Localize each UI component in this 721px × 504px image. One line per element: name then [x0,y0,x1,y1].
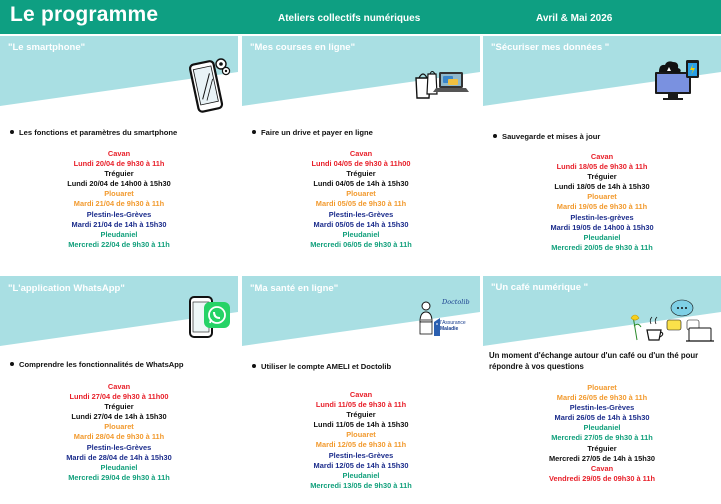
card-title: "L'application WhatsApp" [8,283,125,294]
card-bullet-text: Sauvegarde et mises à jour [502,132,601,141]
card-title: "Le smartphone" [8,42,86,53]
schedule-line: Plouaret [587,383,617,392]
schedule-line: Mercredi 22/04 de 9h30 à 11h [68,239,170,249]
schedule-line: Pleudaniel [342,229,380,239]
card-courses-en-ligne [242,36,480,264]
card-securiser-donnees [483,36,721,264]
schedule-line: Plouaret [587,192,617,202]
card-bullet-text: Comprendre les fonctionnalités de WhatsApp [19,360,184,369]
schedule-line: Lundi 11/05 de 14h à 15h30 [313,420,409,430]
schedule-line: Plestin-les-Grèves [328,209,394,219]
schedule-line: Cavan [349,390,373,399]
card-bullet [493,132,600,141]
schedule-line: Cavan [590,152,614,161]
schedule-line: Plouaret [104,422,134,432]
schedule-line: Mardi 12/05 de 14h à 15h30 [313,460,409,470]
schedule-line: Mercredi 06/05 de 9h30 à 11h [310,239,412,249]
card-bullet-text: Les fonctions et paramètres du smartphone [19,128,178,137]
schedule-line: Pleudaniel [100,229,138,239]
bullet-dot [10,130,14,134]
schedule-line: Mercredi 29/04 de 9h30 à 11h [68,472,170,482]
schedule-line: Lundi 18/05 de 14h à 15h30 [554,182,650,192]
card-schedule [0,382,238,483]
ameli-doctolib-icon [418,298,474,338]
schedule-line: Mardi 19/05 de 14h00 à 15h30 [550,222,654,232]
schedule-line: Tréguier [587,172,617,182]
card-schedule [242,390,480,491]
schedule-line: Tréguier [104,402,134,412]
card-schedule [242,149,480,250]
schedule-line: Mardi de 28/04 de 14h à 15h30 [66,452,172,462]
card-title: "Sécuriser mes données " [491,42,610,53]
schedule-line: Mardi 05/05 de 9h30 à 11h [315,199,407,209]
schedule-line: Cavan [590,463,614,473]
schedule-line: Plestin-les-Grèves [86,209,152,219]
schedule-line: Lundi 04/05 de 14h à 15h30 [313,179,409,189]
schedule-line: Plouaret [346,189,376,199]
card-bullet [10,360,184,369]
maladie-logo-text: Maladie [440,326,459,332]
schedule-line: Lundi 04/05 de 9h30 à 11h00 [311,159,411,169]
header-banner [0,0,721,34]
bullet-dot [252,364,256,368]
schedule-line: Cavan [349,149,373,158]
card-cafe-numerique [483,276,721,504]
schedule-line: Pleudaniel [342,470,380,480]
schedule-line: Plouaret [346,430,376,440]
page-subtitle: Ateliers collectifs numériques [278,13,421,24]
schedule-line: Plestin-les-Grèves [328,450,394,460]
card-bullet [252,362,391,371]
schedule-line: Lundi 27/04 de 9h30 à 11h00 [69,392,169,402]
card-title: "Un café numérique " [491,282,589,293]
cloud-security-icon [653,58,703,107]
schedule-line: Mardi 28/04 de 9h30 à 11h [73,432,165,442]
schedule-line: Tréguier [104,169,134,179]
schedule-line: Mardi 12/05 de 9h30 à 11h [315,440,407,450]
schedule-line: Plestin-les-Grèves [569,403,635,413]
card-schedule [483,383,721,484]
card-smartphone [0,36,238,264]
doctolib-logo-text: Doctolib [442,298,470,306]
smartphone-settings-icon [188,54,232,121]
schedule-line: Plestin-les-Grèves [86,442,152,452]
schedule-line: Cavan [107,149,131,158]
card-title: "Ma santé en ligne" [250,283,339,294]
schedule-line: Tréguier [346,169,376,179]
schedule-line: Pleudaniel [100,462,138,472]
card-title: "Mes courses en ligne" [250,42,356,53]
card-bullet-text: Faire un drive et payer en ligne [261,128,373,137]
schedule-line: Plestin-les-grèves [570,212,634,222]
schedule-line: Pleudaniel [583,423,621,433]
shopping-laptop-icon [414,66,470,105]
schedule-line: Plouaret [104,189,134,199]
bullet-dot [10,362,14,366]
schedule-line: Lundi 11/05 de 9h30 à 11h [315,400,407,410]
card-bullet [252,128,373,137]
card-bullet-text: Utiliser le compte AMELI et Doctolib [261,362,392,371]
schedule-line: Mardi 19/05 de 9h30 à 11h [556,202,648,212]
schedule-line: Mardi 26/05 de 14h à 15h30 [554,413,650,423]
schedule-line: Lundi 20/04 de 14h00 à 15h30 [67,179,171,189]
program-date: Avril & Mai 2026 [536,13,613,24]
schedule-line: Tréguier [346,410,376,420]
schedule-line: Lundi 20/04 de 9h30 à 11h [73,159,165,169]
assurance-logo-text: l'Assurance [440,320,466,326]
whatsapp-phone-icon [187,293,233,346]
schedule-line: Lundi 27/04 de 14h à 15h30 [71,412,167,422]
card-bullet [10,128,177,137]
bullet-dot [493,134,497,138]
card-schedule [483,152,721,253]
card-schedule [0,149,238,250]
bullet-dot [252,130,256,134]
schedule-line: Mercredi 13/05 de 9h30 à 11h [310,480,412,490]
schedule-line: Mardi 21/04 de 9h30 à 11h [73,199,165,209]
card-sante-en-ligne [242,276,480,504]
schedule-line: Mercredi 20/05 de 9h30 à 11h [551,242,653,252]
schedule-line: Mercredi 27/05 de 14h à 15h30 [549,453,655,463]
coffee-chat-icon [627,296,717,349]
schedule-line: Mercredi 27/05 de 9h30 à 11h [551,433,653,443]
schedule-line: Lundi 18/05 de 9h30 à 11h [556,162,648,172]
card-paragraph: Un moment d'échange autour d'un café ou d'un thé pour répondre à vos questions [489,351,699,371]
schedule-line: Mardi 21/04 de 14h à 15h30 [71,219,167,229]
schedule-line: Vendredi 29/05 de 09h30 à 11h [549,473,655,483]
schedule-line: Cavan [107,382,131,391]
schedule-line: Mardi 26/05 de 9h30 à 11h [556,393,648,403]
page-title: Le programme [10,3,159,26]
card-whatsapp [0,276,238,504]
schedule-line: Mardi 05/05 de 14h à 15h30 [313,219,409,229]
schedule-line: Tréguier [587,443,617,453]
schedule-line: Pleudaniel [583,232,621,242]
